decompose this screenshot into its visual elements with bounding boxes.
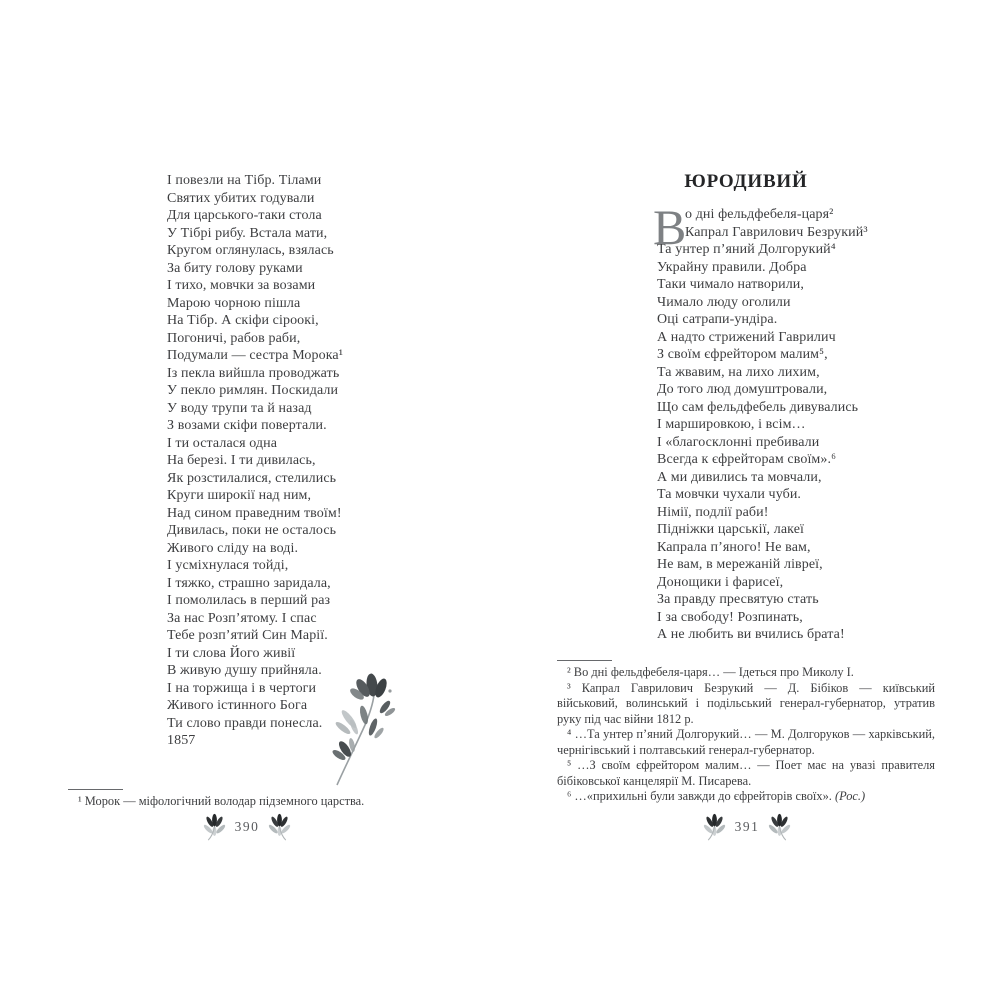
poem-line: Та унтер п’яний Долгорукий⁴ xyxy=(657,242,836,257)
poem-line: А не любить ви вчились брата! xyxy=(657,627,845,642)
poem-line: І на торжища і в чертоги xyxy=(167,680,317,696)
poem-line: Із пекла вийшла проводжать xyxy=(167,365,340,381)
poem-line: І ти осталася одна xyxy=(167,435,278,451)
page-footer-left xyxy=(177,813,317,841)
poem-line: Капрала п’яного! Не вам, xyxy=(657,539,811,555)
poem-line: Подумали — сестра Морока¹ xyxy=(167,348,343,363)
poem-line: 1857 xyxy=(167,733,196,748)
poem-line: З своїм єфрейтором малим⁵, xyxy=(657,347,828,362)
poem-line: Дивилась, поки не осталось xyxy=(167,523,337,538)
poem-line: За нас Розп’ятому. І спас xyxy=(167,610,317,626)
poem-right xyxy=(657,206,868,644)
footnotes-right xyxy=(557,665,935,805)
footnote: ¹ Морок — міфологічний володар підземного царства. xyxy=(78,794,365,808)
poem-line: І ти слова Його живії xyxy=(167,645,296,661)
poem-line: Капрал Гаврилович Безрукий³ xyxy=(685,224,868,240)
poem-line: Круги широкії над ним, xyxy=(167,488,312,503)
flower-illustration xyxy=(327,671,401,789)
floral-ornament-icon xyxy=(768,813,791,841)
floral-ornament-icon xyxy=(268,813,291,841)
poem-line: Кругом оглянулась, взялась xyxy=(167,243,334,258)
poem-line: І повезли на Тібр. Тілами xyxy=(167,173,322,188)
poem-line: Як розстилалися, стелились xyxy=(167,470,337,486)
poem-line: Німії, подлії раби! xyxy=(657,504,769,520)
page-number: 390 xyxy=(234,819,260,834)
poem-line: Що сам фельдфебель дивувались xyxy=(657,399,859,415)
poem-line: За биту голову руками xyxy=(167,260,303,276)
footnote: ⁴ …Та унтер п’яний Долгорукий… — М. Долгоруков — харківський, чернігівський і полтавський генерал-губернатор. xyxy=(557,727,935,757)
poem-line: Тебе розп’ятий Син Марії. xyxy=(167,628,328,643)
drop-cap: В xyxy=(653,199,687,255)
poem-line: Украйну правили. Добра xyxy=(657,259,807,275)
poem-line: Та мовчки чухали чуби. xyxy=(657,487,802,502)
poem-line: На Тібр. А скіфи сіроокі, xyxy=(167,313,319,328)
poem-line: І маршировкою, і всім… xyxy=(657,417,806,432)
footnote: ³ Капрал Гаврилович Безрукий — Д. Бібіков — київський військовий, волинський і подільський генерал-губернатор, утратив руку під час війни 1812 р. xyxy=(557,680,935,726)
poem-line: Донощики і фарисеї, xyxy=(657,574,784,590)
poem-left xyxy=(167,172,343,750)
poem-line: У пекло римлян. Поскидали xyxy=(167,383,339,398)
poem-line: Над сином праведним твоїм! xyxy=(167,505,342,521)
poem-line: До того люд домуштровали, xyxy=(657,382,828,397)
poem-line: Живого сліду на воді. xyxy=(167,540,299,556)
poem-line: Живого істинного Бога xyxy=(167,698,308,713)
footnote: ² Во дні фельдфебеля-царя… — Ідеться про Миколу І. xyxy=(567,665,854,679)
poem-line: Оці сатрапи-ундіра. xyxy=(657,312,778,327)
poem-line: Підніжки царськії, лакеї xyxy=(657,522,805,537)
poem-line: За правду пресвятую стать xyxy=(657,592,819,607)
footnote-separator xyxy=(557,660,612,661)
poem-line: Марою чорною пішла xyxy=(167,295,301,311)
poem-line: Погоничі, рабов раби, xyxy=(167,330,301,346)
poem-line: У Тібрі рибу. Встала мати, xyxy=(167,225,328,241)
poem-line: Та жвавим, на лихо лихим, xyxy=(657,364,820,380)
footnote: ⁵ …З своїм єфрейтором малим… — Поет має на увазі правителя бібіковської канцелярії М. Писарева. xyxy=(557,758,935,788)
page-footer-right xyxy=(677,813,817,841)
footnote: ⁶ …«прихильні були завжди до єфрейторів своїх». (Рос.) xyxy=(567,789,866,803)
poem-line: Для царського-таки стола xyxy=(167,208,322,223)
poem-line: А ми дивились та мовчали, xyxy=(657,469,822,485)
floral-ornament-icon xyxy=(703,813,726,841)
poem-line: Святих убитих годували xyxy=(167,190,315,206)
poem-line: Чимало люду оголили xyxy=(657,294,791,310)
poem-line: У воду трупи та й назад xyxy=(167,400,312,416)
poem-line: Ти слово правди понесла. xyxy=(167,715,323,731)
floral-ornament-icon xyxy=(203,813,226,841)
poem-line: На березі. І ти дивилась, xyxy=(167,453,316,468)
poem-line: І тяжко, страшно заридала, xyxy=(167,575,331,591)
poem-line: І усміхнулася тойді, xyxy=(167,558,289,573)
poem-line: І «благосклонні пребивали xyxy=(657,434,820,450)
poem-line: Таки чимало натворили, xyxy=(657,277,804,292)
poem-line: І помолилась в перший раз xyxy=(167,593,331,608)
footnotes-left xyxy=(68,794,446,810)
poem-title: ЮРОДИВИЙ xyxy=(684,171,808,192)
poem-line: З возами скіфи повертали. xyxy=(167,418,327,433)
poem-line: о дні фельдфебеля-царя² xyxy=(685,207,834,222)
poem-line: А надто стрижений Гаврилич xyxy=(657,329,836,345)
poem-line: І за свободу! Розпинать, xyxy=(657,609,803,625)
page-number: 391 xyxy=(734,819,760,834)
footnote-separator xyxy=(68,789,123,790)
poem-line: Не вам, в мережаній лівреї, xyxy=(657,557,823,572)
poem-line: В живую душу прийняла. xyxy=(167,663,322,678)
poem-line: Всегда к єфрейторам своїм».⁶ xyxy=(657,452,837,467)
poem-line: І тихо, мовчки за возами xyxy=(167,278,316,293)
